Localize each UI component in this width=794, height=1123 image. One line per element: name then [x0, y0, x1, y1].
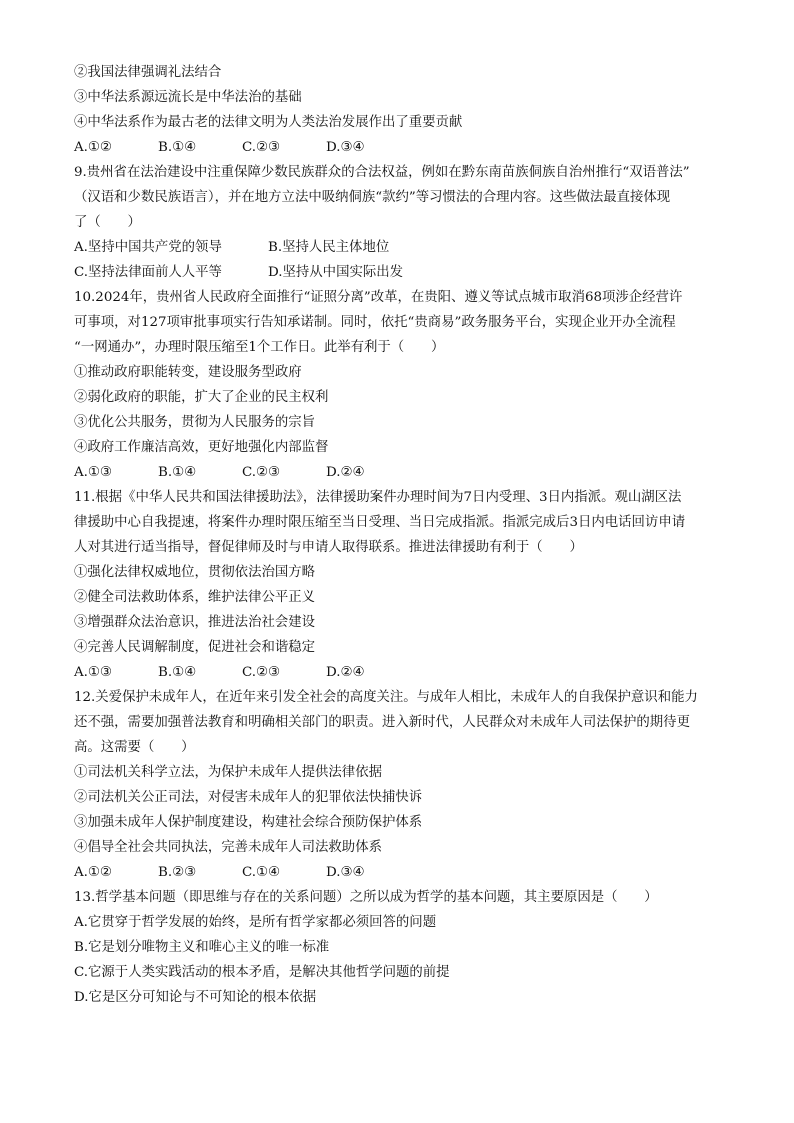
q10-option-d: D.②④ [326, 465, 365, 480]
q9-options-row-1 [74, 235, 734, 260]
q13-stem: 13.哲学基本问题（即思维与存在的关系问题）之所以成为哲学的基本问题，其主要原因是（ ） [74, 890, 658, 905]
q13-choice-b: B.它是划分唯物主义和唯心主义的唯一标准 [74, 940, 330, 955]
q9-options-row-2 [74, 260, 734, 285]
q8-item-2: ②我国法律强调礼法结合 [74, 65, 222, 80]
q9-option-b: B.坚持人民主体地位 [268, 240, 390, 255]
q12-item-2: ②司法机关公正司法，对侵害未成年人的犯罪依法快捕快诉 [74, 790, 423, 805]
q8-option-a: A.①② [74, 140, 112, 155]
q11-item-3: ③增强群众法治意识，推进法治社会建设 [74, 615, 316, 630]
q9-option-c: C.坚持法律面前人人平等 [74, 265, 222, 280]
q9-option-a: A.坚持中国共产党的领导 [74, 240, 222, 255]
q9-stem-line-3: 了（ ） [74, 215, 141, 230]
q8-option-d: D.③④ [326, 140, 365, 155]
q8-options [74, 135, 734, 160]
q8-item-4: ④中华法系作为最古老的法律文明为人类法治发展作出了重要贡献 [74, 115, 463, 130]
q11-option-b: B.①④ [158, 665, 197, 680]
q12-stem-line-1: 12.关爱保护未成年人，在近年来引发全社会的高度关注。与成年人相比，未成年人的自我保护意识和能力 [74, 690, 698, 705]
q8-option-c: C.②③ [242, 140, 281, 155]
q11-option-c: C.②③ [242, 665, 281, 680]
q11-stem-line-3: 人对其进行适当指导，督促律师及时与申请人取得联系。推进法律援助有利于（ ） [74, 540, 583, 555]
q12-options [74, 860, 734, 885]
q9-stem-line-1: 9.贵州省在法治建设中注重保障少数民族群众的合法权益，例如在黔东南苗族侗族自治州推行“双语普法” [74, 165, 690, 180]
q11-option-d: D.②④ [326, 665, 365, 680]
q11-stem-line-1: 11.根据《中华人民共和国法律援助法》，法律援助案件办理时间为7日内受理、3日内指派。观山湖区法 [74, 490, 682, 505]
q9-stem-line-2: （汉语和少数民族语言），并在地方立法中吸纳侗族“款约”等习惯法的合理内容。这些做法最直接体现 [74, 190, 671, 205]
q13-choice-c: C.它源于人类实践活动的根本矛盾，是解决其他哲学问题的前提 [74, 965, 450, 980]
q12-option-d: D.③④ [326, 865, 365, 880]
q11-item-1: ①强化法律权威地位，贯彻依法治国方略 [74, 565, 316, 580]
q10-item-4: ④政府工作廉洁高效，更好地强化内部监督 [74, 440, 329, 455]
q12-option-c: C.①④ [242, 865, 281, 880]
q13-choice-d: D.它是区分可知论与不可知论的根本依据 [74, 990, 317, 1005]
q11-options [74, 660, 734, 685]
q10-option-a: A.①③ [74, 465, 112, 480]
q11-option-a: A.①③ [74, 665, 112, 680]
q8-option-b: B.①④ [158, 140, 197, 155]
q11-item-2: ②健全司法救助体系，维护法律公平正义 [74, 590, 316, 605]
q10-stem-line-2: 可事项，对127项审批事项实行告知承诺制。同时，依托“贵商易”政务服务平台，实现企业开办全流程 [74, 315, 676, 330]
q10-stem-line-3: “一网通办”，办理时限压缩至1个工作日。此举有利于（ ） [74, 340, 445, 355]
q10-stem-line-1: 10.2024年，贵州省人民政府全面推行“证照分离”改革，在贵阳、遵义等试点城市取消68项涉企经营许 [74, 290, 683, 305]
q12-item-1: ①司法机关科学立法，为保护未成年人提供法律依据 [74, 765, 382, 780]
q10-options [74, 460, 734, 485]
q12-stem-line-2: 还不强，需要加强普法教育和明确相关部门的职责。进入新时代，人民群众对未成年人司法保护的期待更 [74, 715, 690, 730]
q12-option-b: B.②③ [158, 865, 197, 880]
q10-option-b: B.①④ [158, 465, 197, 480]
q12-stem-line-3: 高。这需要（ ） [74, 740, 195, 755]
q11-item-4: ④完善人民调解制度，促进社会和谐稳定 [74, 640, 316, 655]
q13-choice-a: A.它贯穿于哲学发展的始终，是所有哲学家都必须回答的问题 [74, 915, 437, 930]
q10-option-c: C.②③ [242, 465, 281, 480]
q10-item-2: ②弱化政府的职能，扩大了企业的民主权利 [74, 390, 329, 405]
q10-item-3: ③优化公共服务，贯彻为人民服务的宗旨 [74, 415, 316, 430]
q8-item-3: ③中华法系源远流长是中华法治的基础 [74, 90, 302, 105]
q9-option-d: D.坚持从中国实际出发 [268, 265, 404, 280]
q10-item-1: ①推动政府职能转变，建设服务型政府 [74, 365, 302, 380]
q12-option-a: A.①② [74, 865, 112, 880]
q12-item-4: ④倡导全社会共同执法，完善未成年人司法救助体系 [74, 840, 382, 855]
exam-page [74, 60, 734, 1010]
q12-item-3: ③加强未成年人保护制度建设，构建社会综合预防保护体系 [74, 815, 423, 830]
q11-stem-line-2: 律援助中心自我提速，将案件办理时限压缩至当日受理、当日完成指派。指派完成后3日内电话回访申请 [74, 515, 686, 530]
